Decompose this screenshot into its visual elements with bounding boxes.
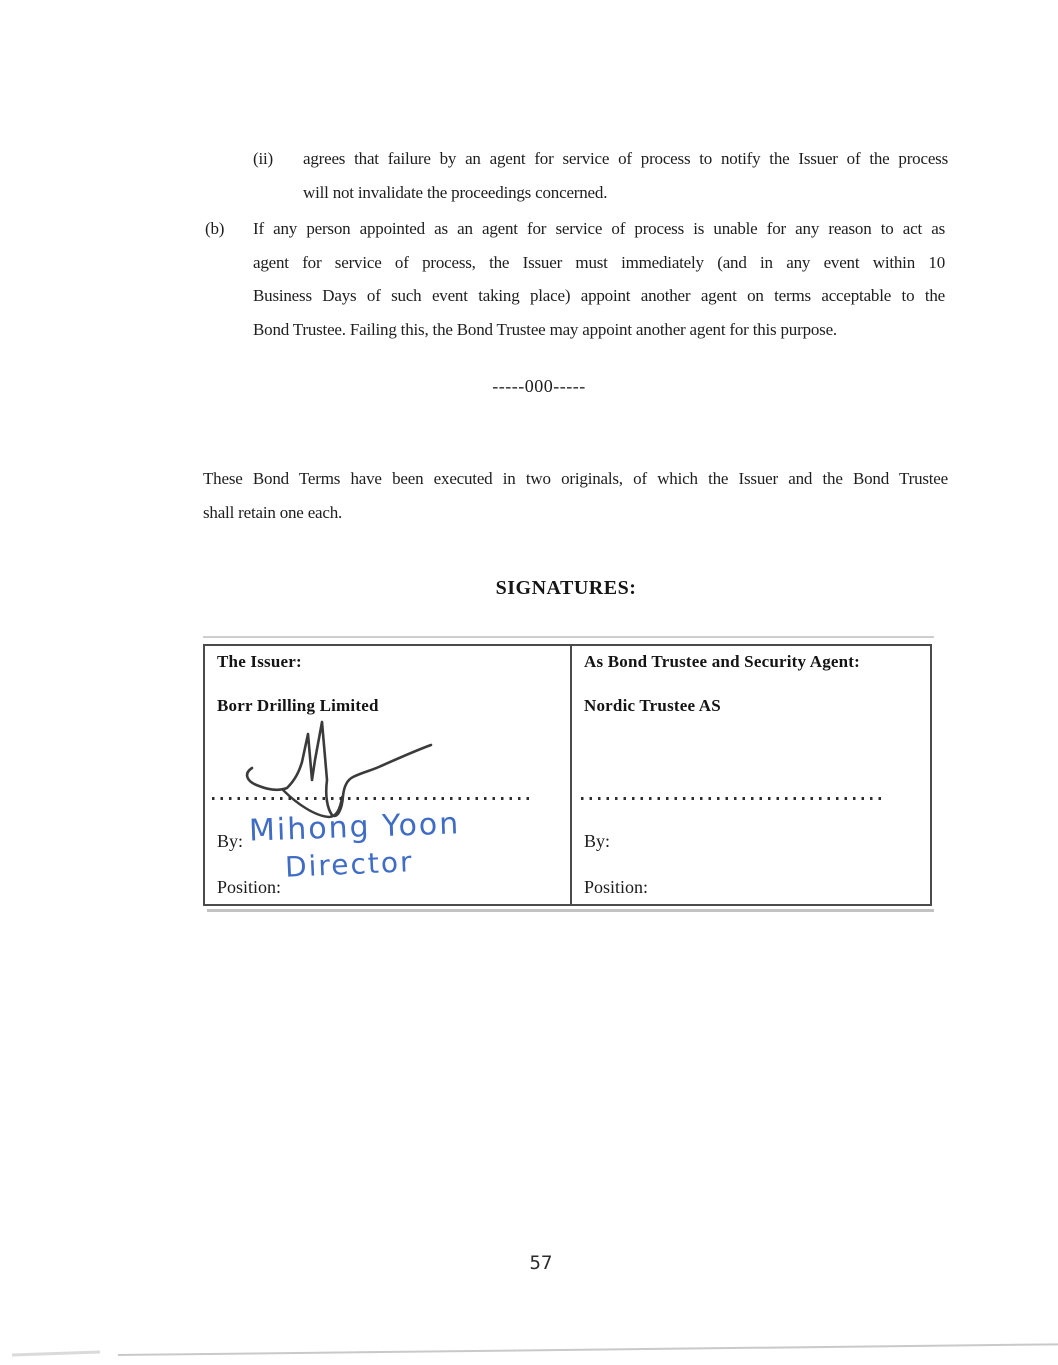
clause-ii-text: agrees that failure by an agent for service of process to notify the Issuer of the process will not invalidate the proceedings concerned. — [303, 149, 948, 202]
trustee-position-label: Position: — [584, 877, 649, 897]
issuer-handwritten-name: Mihong Yoon — [248, 806, 461, 849]
clause-ii-label: (ii) — [253, 149, 273, 168]
issuer-position-row — [217, 877, 281, 898]
issuer-signature-dotted-line — [212, 797, 530, 800]
page-number: 57 — [529, 1252, 553, 1274]
trustee-by-label: By: — [584, 831, 611, 851]
issuer-company-name: Borr Drilling Limited — [217, 696, 379, 715]
issuer-signature-cell — [205, 646, 572, 904]
scan-artifact-table-top — [203, 636, 934, 638]
signature-table — [203, 644, 932, 906]
issuer-by-label: By: — [217, 831, 244, 851]
execution-statement: These Bond Terms have been executed in two originals, of which the Issuer and the Bond Trustee shall retain one each. — [203, 469, 948, 522]
trustee-signature-dotted-line — [581, 797, 887, 800]
scan-artifact-bottom-line — [118, 1343, 1058, 1356]
issuer-position-label: Position: — [217, 877, 282, 897]
clause-b-text: If any person appointed as an agent for service of process is unable for any reason to act as agent for service of process, the Issuer must immediately (and in any event within 10 Business Days of such event taking place) appoint another agent on terms acceptable to the Bond Trustee. Failing this, the Bond Trustee may appoint another agent for this purpose. — [253, 219, 945, 339]
issuer-by-row — [217, 831, 243, 852]
trustee-signature-cell — [572, 646, 930, 904]
section-end-separator: -----000----- — [492, 376, 586, 396]
scan-artifact-table-bottom — [207, 909, 934, 912]
trustee-role-label: As Bond Trustee and Security Agent: — [584, 652, 861, 671]
scan-artifact-bottom-smudge — [12, 1350, 100, 1356]
trustee-company-name: Nordic Trustee AS — [584, 696, 721, 715]
trustee-by-row — [584, 831, 610, 852]
issuer-handwritten-position: Director — [284, 845, 415, 884]
signatures-heading: SIGNATURES: — [495, 577, 637, 599]
clause-item-b — [205, 212, 945, 346]
clause-b-label: (b) — [205, 219, 225, 238]
trustee-position-row — [584, 877, 648, 898]
issuer-role-label: The Issuer: — [217, 652, 302, 671]
clause-item-ii — [253, 142, 948, 209]
